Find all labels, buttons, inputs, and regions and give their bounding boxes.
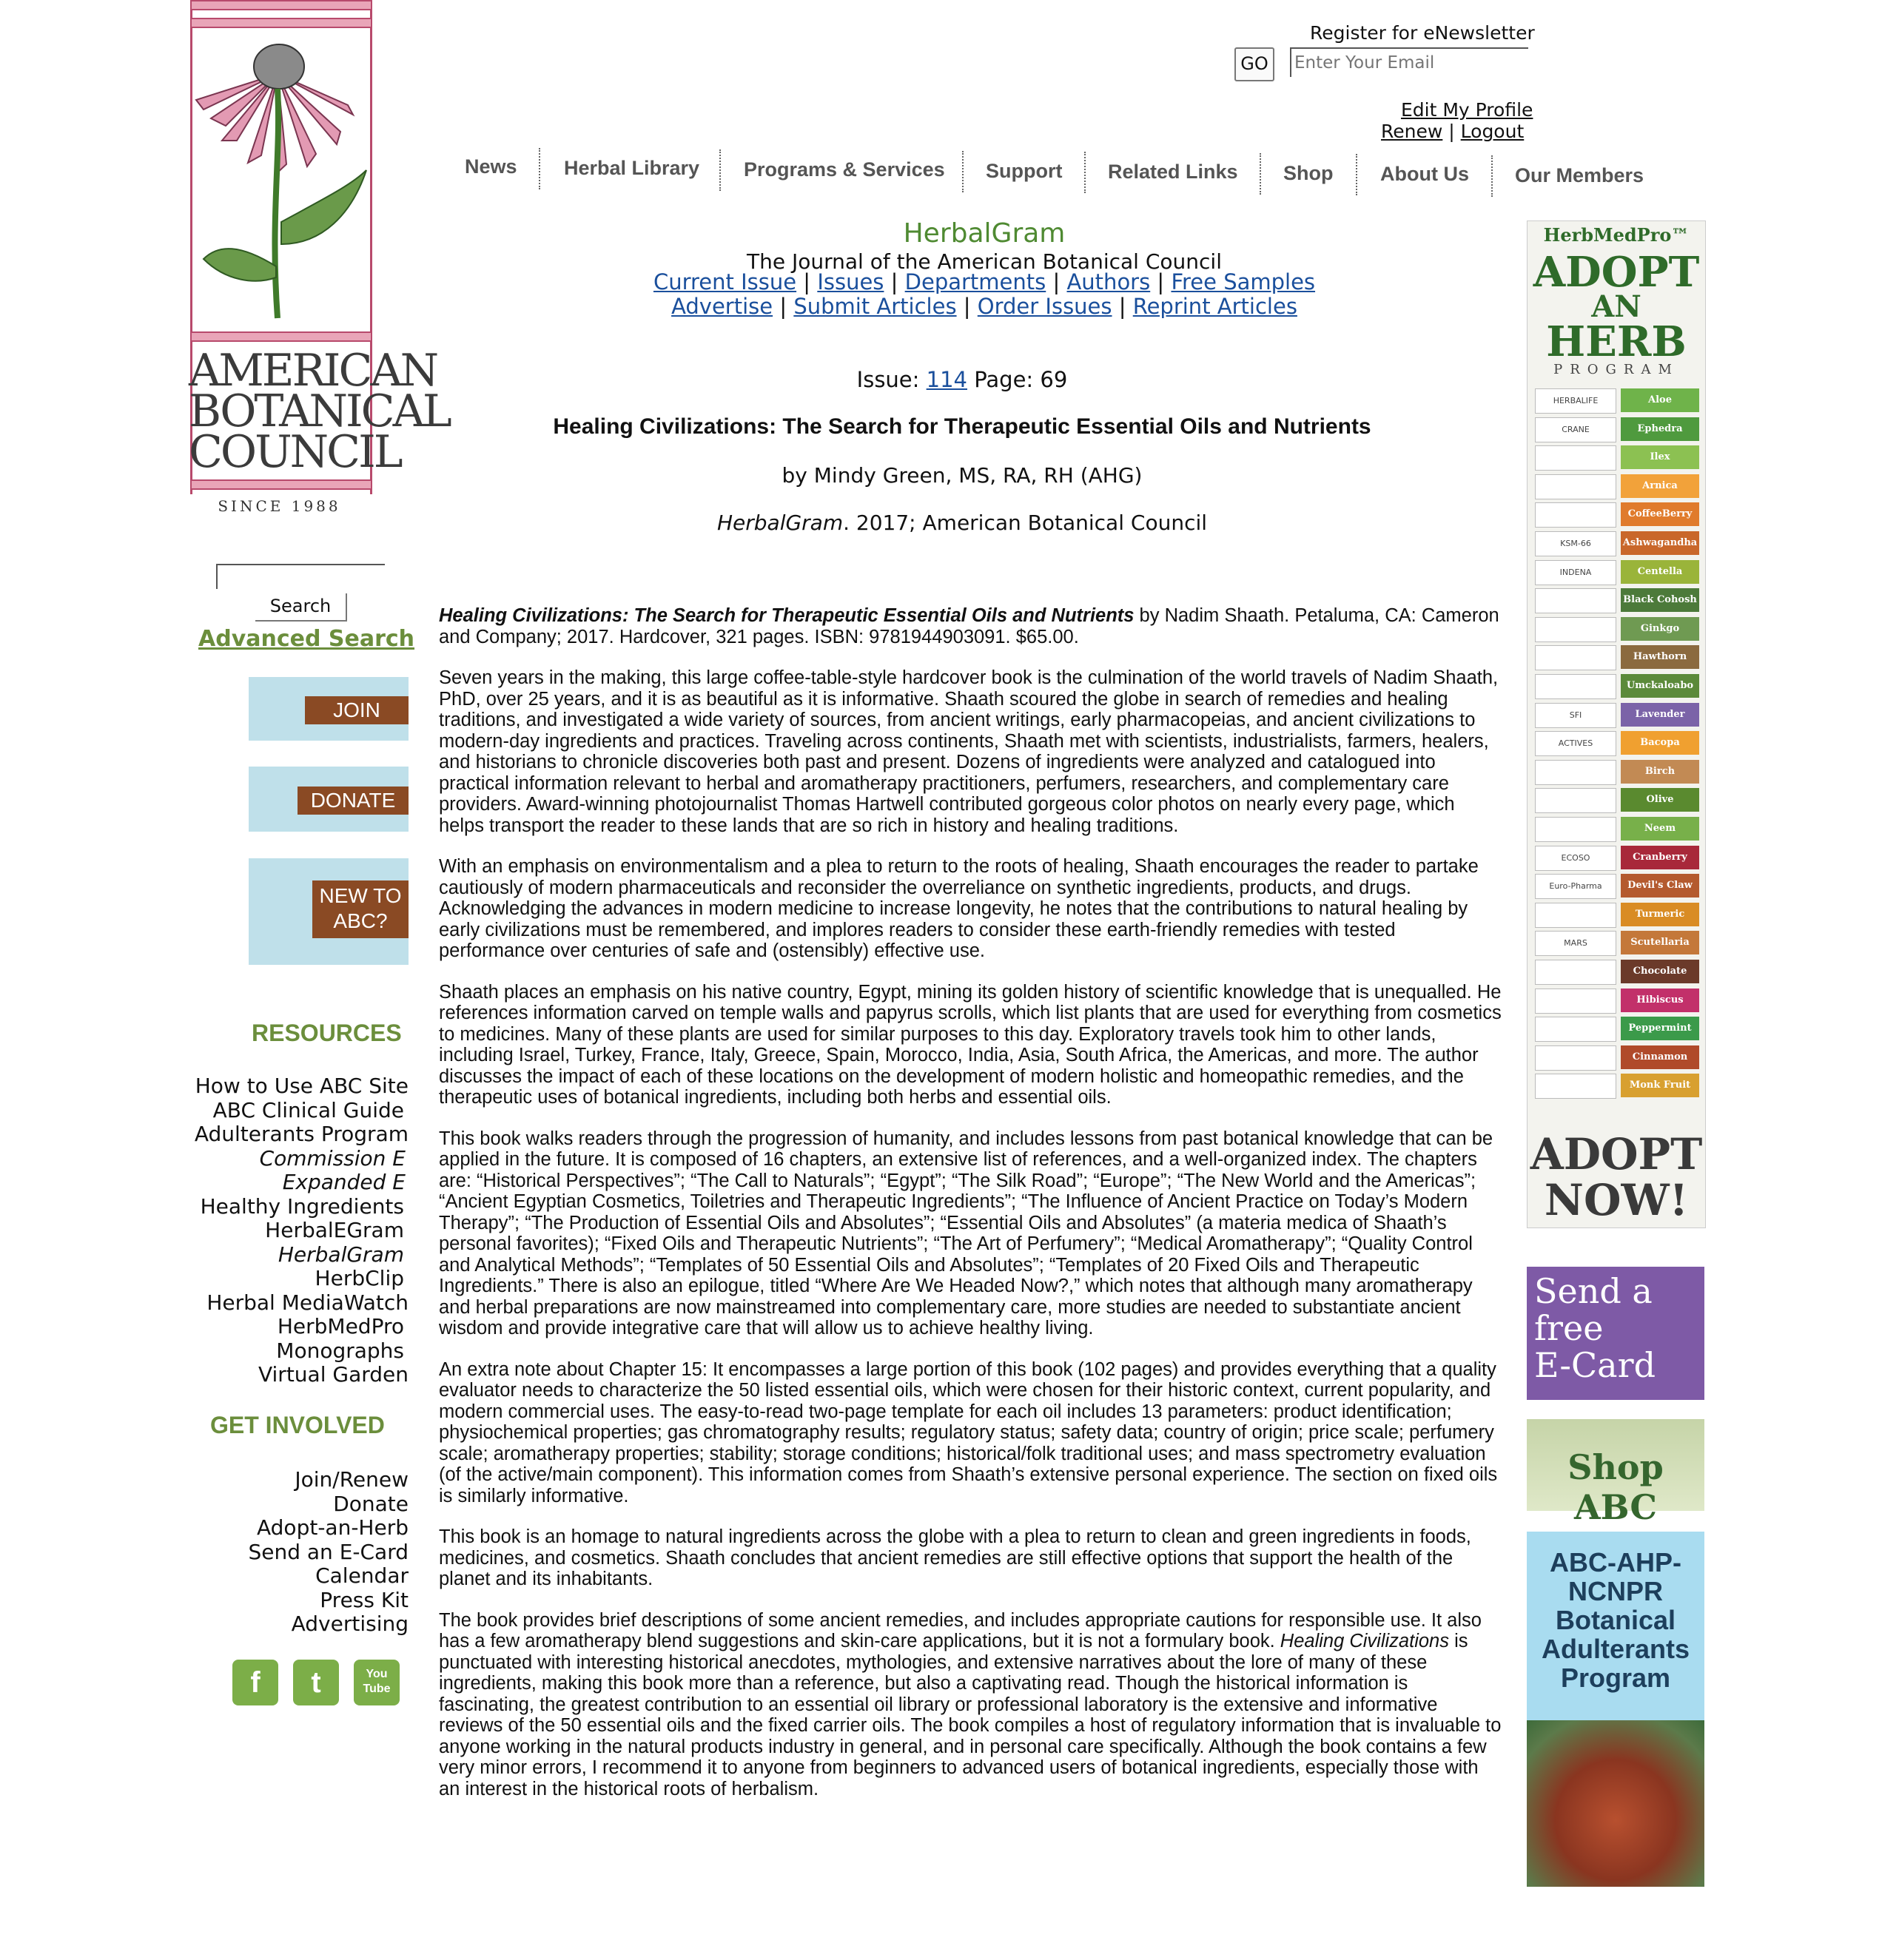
paragraph-1: Seven years in the making, this large coffee-table-style hardcover book is the culmination of the world travels of Nadim Shaath, PhD, over 25 years, and it is as beautiful as it is informative. Shaath scoured the globe in search of remedies and healing traditions, and investigated a wide variety of sources, from ancient writings, early pharmacopeias, and ancient civilizations to modern-day ingredients and practices. Traveling across continents, Shaath met with scientists, industrialists, farmers, healers, and historians to chronicle discoveries both past and present. Dozens of ingredients were analyzed and catalogued into practical information relevant to herbal and aromatherapy practitioners, perfumers, researchers, and complementary care providers. Award-winning photojournalist Thomas Hartwell contributed gorgeous color photos on nearly every page, which helps transport the reader to these lands that are so rich in history and healing traditions. — [439, 667, 1499, 836]
nav-news[interactable]: News — [465, 155, 517, 178]
adulterants-program-ad[interactable] — [1527, 1532, 1704, 1887]
sponsor-logo — [1535, 502, 1616, 528]
herb-label: Hawthorn — [1621, 645, 1699, 669]
adopt-herb-row[interactable] — [1535, 445, 1699, 471]
herb-label: Scutellaria — [1621, 931, 1699, 954]
paragraph-7-italic: Healing Civilizations — [1280, 1631, 1449, 1651]
adopt-herb-row[interactable] — [1535, 1074, 1699, 1099]
paragraph-6: This book is an homage to natural ingredients across the globe with a plea to return to clean and green ingredients in foods, medicines, and cosmetics. Shaath concludes that ancient remedies are still effective options that support the health of the planet and its inhabitants. — [439, 1526, 1471, 1589]
sponsor-logo — [1535, 989, 1616, 1014]
sponsor-logo — [1535, 445, 1616, 471]
sponsor-logo — [1535, 788, 1616, 813]
issues-link[interactable]: Issues — [817, 269, 884, 294]
logo-word-council: COUNCIL — [189, 426, 401, 478]
sponsor-logo — [1535, 903, 1616, 928]
abc-logo[interactable] — [181, 0, 450, 518]
new-to-abc-line1: NEW TO — [319, 884, 402, 907]
resource-link[interactable]: Herbal MediaWatch — [206, 1290, 409, 1315]
nav-divider — [1491, 155, 1493, 197]
herb-label: Lavender — [1621, 703, 1699, 727]
search-button[interactable]: Search — [255, 593, 347, 622]
adopt-title-line3: HERB — [1546, 317, 1687, 366]
issue-line — [740, 367, 1184, 392]
nav-about-us[interactable]: About Us — [1380, 163, 1469, 185]
herb-label: Turmeric — [1621, 903, 1699, 926]
main-nav — [451, 148, 1665, 194]
sponsor-logo: MARS — [1535, 931, 1616, 956]
newsletter-email-input[interactable] — [1290, 47, 1528, 77]
herb-label: Devil's Claw — [1621, 874, 1699, 898]
paragraph-7a: The book provides brief descriptions of some ancient remedies, and includes appropriate cautions for responsible use. It also has a few aromatherapy blend suggestions and skin-care applications, but it is not a formulary book. — [439, 1609, 1482, 1651]
book-title: Healing Civilizations: The Search for Therapeutic Essential Oils and Nutrients — [439, 605, 1135, 626]
adopt-now-cta[interactable] — [1528, 1131, 1705, 1223]
newsletter-go-button[interactable]: GO — [1234, 47, 1274, 81]
adopt-herb-row[interactable] — [1535, 531, 1699, 556]
involved-link[interactable]: Advertising — [291, 1612, 409, 1636]
herb-label: Monk Fruit — [1621, 1074, 1699, 1097]
sponsor-logo — [1535, 617, 1616, 642]
sponsor-logo — [1535, 960, 1616, 985]
paragraph-2: With an emphasis on environmentalism and a plea to return to the roots of healing, Shaath encourages the reader to partake cautiously of modern pharmaceuticals and reconsider the overreliance on synthetic ingredients, products, and drugs. Acknowledging the advances in modern medicine to increase longevity, he notes that the contributions to natural healing by early civilizations must be remembered, and implores readers to consider these earth-friendly remedies with tested performance over centuries of safe and (ostensibly) effective use. — [439, 856, 1479, 961]
article-body — [439, 605, 1505, 1819]
paragraph-3: Shaath places an emphasis on his native country, Egypt, mining its golden history of scientific knowledge that is unequalled. He references information carved on temple walls and papyrus scrolls, which list plants that are used for everything from cosmetics to medicines. Many of these plants are used for similar purposes to this day. Exploratory travels took him to other lands, including Israel, Turkey, France, Italy, Greece, Spain, Morocco, India, Asia, South Africa, the Americas, and more. The author discusses the impact of each of these locations on the development of modern holistic and homeopathic remedies, and the therapeutic uses of botanical ingredients, including both herbs and essential oils. — [439, 981, 1502, 1108]
nav-divider — [1260, 153, 1261, 195]
resource-link[interactable]: Virtual Garden — [258, 1362, 409, 1387]
logo-top-bar — [190, 0, 372, 10]
adult-line3: Botanical — [1555, 1605, 1676, 1635]
herb-label: Ashwagandha — [1621, 531, 1699, 555]
facebook-icon[interactable]: f — [232, 1660, 278, 1705]
submit-articles-link[interactable]: Submit Articles — [793, 294, 957, 319]
citation-rest: . 2017; American Botanical Council — [843, 511, 1208, 535]
herb-label: Ginkgo — [1621, 617, 1699, 641]
article-title: Healing Civilizations: The Search for Therapeutic Essential Oils and Nutrients — [553, 414, 1371, 439]
adopt-herb-row[interactable] — [1535, 617, 1699, 642]
nav-programs-services[interactable]: Programs & Services — [744, 158, 945, 181]
ecard-line2: free — [1534, 1308, 1604, 1348]
nav-related-links[interactable]: Related Links — [1108, 161, 1238, 183]
sponsor-logo: CRANE — [1535, 417, 1616, 442]
article-citation — [666, 511, 1258, 535]
sponsor-logo: INDENA — [1535, 560, 1616, 585]
resource-link[interactable]: Monographs — [276, 1338, 404, 1363]
new-to-abc-label — [312, 880, 409, 938]
sponsor-logo — [1535, 474, 1616, 499]
sponsor-logo — [1535, 1017, 1616, 1042]
reprint-articles-link[interactable]: Reprint Articles — [1132, 294, 1297, 319]
adopt-herb-row[interactable] — [1535, 846, 1699, 871]
herb-label: Olive — [1621, 788, 1699, 812]
adopt-title-line2: AN — [1591, 289, 1641, 324]
adopt-an-herb-ad[interactable] — [1527, 220, 1706, 1228]
involved-link[interactable]: Calendar — [315, 1563, 409, 1588]
adult-line5: Program — [1560, 1663, 1671, 1693]
adopt-herb-row[interactable] — [1535, 588, 1699, 613]
adopt-program-label: PROGRAM — [1553, 362, 1679, 377]
herb-label: Aloe — [1621, 388, 1699, 412]
departments-link[interactable]: Departments — [904, 269, 1046, 294]
resources-list — [178, 1074, 409, 1387]
adopt-herb-row[interactable] — [1535, 960, 1699, 985]
resource-link[interactable]: HerbMedPro — [277, 1314, 404, 1338]
involved-link[interactable]: Press Kit — [320, 1587, 409, 1612]
nav-divider — [539, 148, 540, 189]
adopt-now-line2: NOW! — [1544, 1175, 1689, 1225]
advertise-link[interactable]: Advertise — [671, 294, 773, 319]
sponsor-logo — [1535, 760, 1616, 785]
herbmedpro-brand: HerbMedPro™ — [1543, 224, 1690, 246]
paragraph-7b: is punctuated with interesting historical anecdotes, mythologies, and extensive narratives about the lore of many of these ingredients, making this book more than a reference, but also a captivating read. Though the historical information is fascinating, the greatest contribution to an essential oil library or professional laboratory is the extensive and informative reviews of the 50 essential oils and the fixed carrier oils. The book compiles a host of regulatory information that is invaluable to anyone working in the natural products industry in general, and in personal care specifically. Although the book contains a few very minor errors, I recommend it to anyone from beginners to advanced users of botanical ingredients, especially those with an interest in the historical roots of herbalism. — [439, 1631, 1502, 1799]
sponsor-logo — [1535, 588, 1616, 613]
get-involved-list — [178, 1468, 409, 1637]
sponsor-logo: HERBALIFE — [1535, 388, 1616, 414]
nav-divider — [962, 151, 964, 192]
herb-label: Cranberry — [1621, 846, 1699, 869]
involved-link[interactable]: Send an E-Card — [248, 1539, 409, 1564]
resource-link[interactable]: Adulterants Program — [194, 1122, 409, 1146]
adopt-herb-row[interactable] — [1535, 903, 1699, 928]
nav-our-members[interactable]: Our Members — [1515, 164, 1644, 186]
journal-subtitle: The Journal of the American Botanical Council — [747, 249, 1222, 274]
journal-links-row2: Advertise | Submit Articles | Order Issues | Reprint Articles — [671, 294, 1297, 319]
ecard-line3: E-Card — [1534, 1345, 1656, 1385]
site-search-input[interactable] — [216, 564, 385, 589]
logo-bottom-bar — [190, 479, 372, 490]
herb-label: Bacopa — [1621, 731, 1699, 755]
adopt-herb-row[interactable] — [1535, 502, 1699, 528]
resource-link[interactable]: HerbalGram — [278, 1242, 404, 1267]
shop-abc-ad[interactable] — [1527, 1419, 1704, 1527]
herb-label: Neem — [1621, 817, 1699, 841]
article-byline: by Mindy Green, MS, RA, RH (AHG) — [782, 463, 1143, 488]
resource-link[interactable]: Commission E — [259, 1145, 406, 1171]
nav-support[interactable]: Support — [986, 160, 1063, 182]
adopt-herb-row[interactable] — [1535, 417, 1699, 442]
resource-link[interactable]: How to Use ABC Site — [195, 1074, 409, 1098]
edit-profile-link[interactable]: Edit My Profile — [1401, 99, 1533, 121]
issue-label: Issue: — [856, 367, 920, 392]
logo-word-american: AMERICAN — [189, 345, 437, 397]
account-sep: | — [1448, 121, 1455, 142]
herb-label: Black Cohosh — [1621, 588, 1699, 612]
resource-link[interactable]: ABC Clinical Guide — [212, 1097, 404, 1122]
resource-link[interactable]: HerbalEGram — [265, 1218, 404, 1242]
adopt-herb-row[interactable] — [1535, 474, 1699, 499]
sponsor-logo — [1535, 817, 1616, 842]
nav-divider — [1356, 154, 1357, 195]
youtube-icon[interactable]: You Tube — [354, 1660, 400, 1705]
herb-label: Ilex — [1621, 445, 1699, 469]
herb-label: Cinnamon — [1621, 1045, 1699, 1069]
journal-links-row1: Current Issue | Issues | Departments | Authors | Free Samples — [653, 269, 1316, 294]
nav-herbal-library[interactable]: Herbal Library — [564, 157, 700, 179]
current-issue-link[interactable]: Current Issue — [653, 269, 797, 294]
adopt-herb-row[interactable] — [1535, 560, 1699, 585]
new-to-abc-line2: ABC? — [333, 909, 388, 932]
adopt-herb-row[interactable] — [1535, 874, 1699, 899]
resources-heading: RESOURCES — [252, 1020, 402, 1046]
herb-label: Peppermint — [1621, 1017, 1699, 1040]
involved-link[interactable]: Donate — [333, 1491, 409, 1516]
involved-link[interactable]: Adopt-an-Herb — [257, 1515, 409, 1540]
herb-label: Centella — [1621, 560, 1699, 584]
nav-shop[interactable]: Shop — [1283, 162, 1334, 184]
echinacea-flower-icon — [181, 22, 377, 333]
sponsor-logo — [1535, 645, 1616, 670]
adopt-herb-row[interactable] — [1535, 388, 1699, 414]
new-to-abc-button[interactable] — [249, 858, 409, 965]
herb-label: CoffeeBerry — [1621, 502, 1699, 526]
issue-number-link[interactable]: 114 — [926, 367, 967, 392]
sponsor-logo: KSM-66 — [1535, 531, 1616, 556]
adopt-herb-row[interactable] — [1535, 645, 1699, 670]
shop-abc-text: Shop ABC — [1567, 1447, 1664, 1527]
herb-label: Arnica — [1621, 474, 1699, 498]
adult-line4: Adulterants — [1541, 1634, 1690, 1664]
renew-link[interactable]: Renew — [1381, 121, 1443, 142]
ecard-text — [1534, 1273, 1656, 1384]
paragraph-4: This book walks readers through the progression of humanity, and includes lessons from past botanical knowledge that can be applied in the future. It is composed of 16 chapters, an extensive list of references, and a well-organized index. The chapters are: “Historical Perspectives”; “The Call to Naturals”; “Egypt”; “The Silk Road”; “Europe”; “The New World and the Americas”; “Ancient Egyptian Cosmetics, Toiletries and Therapeutic Ingredients”; “The Influence of Ancient Practice on Today’s Modern Therapy”; “The Production of Essential Oils and Absolutes”; “Essential Oils and Absolutes” (a materia medica of Shaath’s personal favorites); “Fixed Oils and Therapeutic Nutrients”; “The Art of Perfumery”; “Medical Aromatherapy”; “Quality Control and Analytical Methods”; “Templates of 50 Essential Oils and Absolutes”; “Templates of 20 Fixed Oils and Therapeutic Ingredients.” There is also an epilogue, titled “Where Are We Headed Now?,” which notes that although many aromatherapy and herbal preparations are now mainstreamed into complementary care, more studies are needed to substantiate ancient wisdom and provide integrative care that will allow us to achieve healthy living. — [439, 1128, 1493, 1338]
adopt-herb-row[interactable] — [1535, 788, 1699, 813]
adopt-herb-row[interactable] — [1535, 989, 1699, 1014]
book-info: by Nadim Shaath. Petaluma, CA: Cameron and Company; 2017. Hardcover, 321 pages. ISBN: 9781944903091. $65.00. — [439, 605, 1499, 647]
paragraph-5: An extra note about Chapter 15: It encompasses a large portion of this book (102 pages) and provides everything that a quality evaluator needs to characterize the 50 listed essential oils, which were chosen for their historic context, current popularity, and modern commercial uses. The easy-to-read two-page template for each oil includes 13 parameters: product identification; physiochemical properties; gas chromatography results; regulatory status; safety data; country of origin; price scale; perfumery scale; aromatherapy properties; stability; storage conditions; historical/folk traditional uses; and mass spectrometry evaluation (of the active/main component). This information comes from Shaath’s extensive personal experience. The section on fixed oils is similarly informative. — [439, 1358, 1498, 1506]
adult-line2: NCNPR — [1567, 1576, 1663, 1606]
sponsor-logo: SFI — [1535, 703, 1616, 728]
logo-word-botanical: BOTANICAL — [189, 385, 450, 437]
send-ecard-ad[interactable] — [1527, 1267, 1704, 1400]
involved-link[interactable]: Join/Renew — [295, 1467, 409, 1492]
herb-label: Birch — [1621, 760, 1699, 784]
resource-link[interactable]: HerbClip — [315, 1266, 404, 1290]
join-button[interactable] — [249, 677, 409, 741]
sponsor-logo: ECOSO — [1535, 846, 1616, 871]
sponsor-logo: ACTIVES — [1535, 731, 1616, 756]
resource-link[interactable]: Expanded E — [282, 1170, 406, 1194]
free-samples-link[interactable]: Free Samples — [1171, 269, 1316, 294]
adopt-herb-row[interactable] — [1535, 703, 1699, 728]
sponsor-logo: Euro-Pharma — [1535, 874, 1616, 899]
authors-link[interactable]: Authors — [1066, 269, 1151, 294]
herb-label: Umckaloabo — [1621, 674, 1699, 698]
adopt-herb-row[interactable] — [1535, 731, 1699, 756]
paragraph-7 — [439, 1610, 1505, 1800]
adopt-herb-row[interactable] — [1535, 931, 1699, 956]
journal-title: HerbalGram — [903, 218, 1066, 249]
get-involved-heading: GET INVOLVED — [210, 1412, 385, 1438]
donate-button[interactable] — [249, 767, 409, 832]
nav-divider — [719, 149, 721, 191]
sponsor-logo — [1535, 1074, 1616, 1099]
adulterants-ad-image — [1527, 1720, 1704, 1887]
twitter-icon[interactable]: t — [293, 1660, 339, 1705]
page-label: Page: 69 — [974, 367, 1068, 392]
logo-since: SINCE 1988 — [218, 497, 341, 515]
sponsor-logo — [1535, 1045, 1616, 1071]
resource-link[interactable]: Healthy Ingredients — [200, 1193, 404, 1219]
donate-label: DONATE — [298, 787, 409, 815]
sponsor-logo — [1535, 674, 1616, 699]
logo-mid-bar — [190, 331, 372, 342]
herb-label: Hibiscus — [1621, 989, 1699, 1012]
nav-divider — [1084, 152, 1086, 193]
adopt-title-line1: ADOPT — [1533, 248, 1700, 297]
adult-line1: ABC-AHP- — [1550, 1547, 1681, 1577]
adopt-herb-row[interactable] — [1535, 674, 1699, 699]
adopt-herb-row[interactable] — [1535, 1045, 1699, 1071]
newsletter-label: Register for eNewsletter — [1310, 22, 1535, 44]
herb-label: Ephedra — [1621, 417, 1699, 441]
logout-link[interactable]: Logout — [1460, 121, 1525, 142]
account-links — [1381, 121, 1524, 142]
citation-journal: HerbalGram — [716, 511, 844, 535]
adopt-now-line1: ADOPT — [1530, 1129, 1703, 1179]
adopt-herb-row[interactable] — [1535, 817, 1699, 842]
advanced-search-link[interactable]: Advanced Search — [198, 626, 415, 652]
join-label: JOIN — [305, 696, 409, 724]
herb-label: Chocolate — [1621, 960, 1699, 983]
adopt-herb-row[interactable] — [1535, 1017, 1699, 1042]
book-reference — [439, 605, 1505, 647]
order-issues-link[interactable]: Order Issues — [977, 294, 1112, 319]
adopt-herb-row[interactable] — [1535, 760, 1699, 785]
ecard-line1: Send a — [1534, 1271, 1653, 1311]
adulterants-ad-text — [1527, 1548, 1704, 1692]
